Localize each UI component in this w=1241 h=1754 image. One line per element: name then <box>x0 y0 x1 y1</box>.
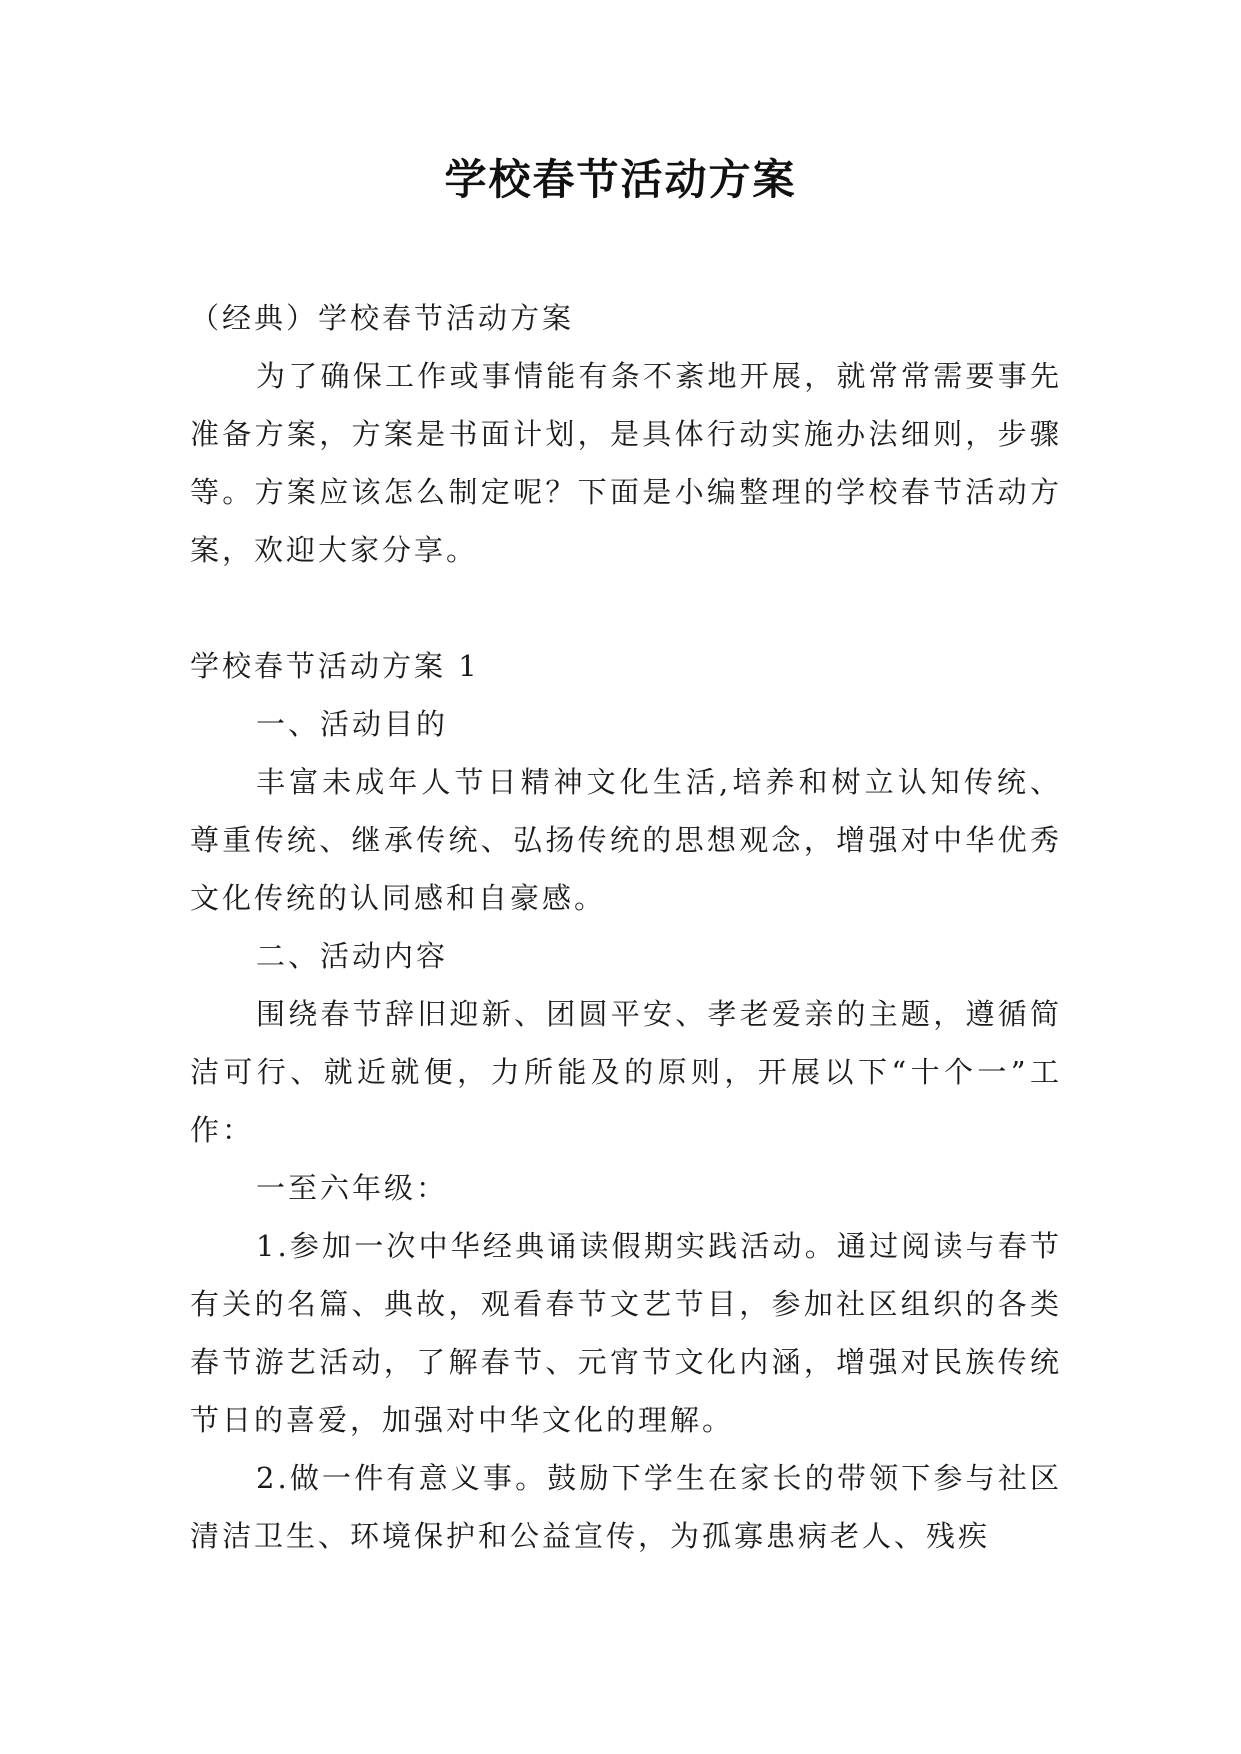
document-body <box>190 289 1062 1565</box>
list-item-2: 2.做一件有意义事。鼓励下学生在家长的带领下参与社区清洁卫生、环境保护和公益宣传，为孤寡患病老人、残疾 <box>190 1461 1062 1553</box>
intro-paragraph: 为了确保工作或事情能有条不紊地开展，就常常需要事先准备方案，方案是书面计划，是具体行动实施办法细则，步骤等。方案应该怎么制定呢？下面是小编整理的学校春节活动方案，欢迎大家分享。 <box>190 359 1062 567</box>
content-paragraph: 围绕春节辞旧迎新、团圆平安、孝老爱亲的主题，遵循简洁可行、就近就便，力所能及的原则，开展以下“十个一”工作： <box>190 997 1062 1147</box>
heading-activity-purpose: 一、活动目的 <box>256 707 449 741</box>
section-heading: 学校春节活动方案 1 <box>190 649 480 683</box>
document-title: 学校春节活动方案 <box>444 155 797 204</box>
subtitle-paragraph: （经典）学校春节活动方案 <box>190 301 575 335</box>
list-item-1: 1.参加一次中华经典诵读假期实践活动。通过阅读与春节有关的名篇、典故，观看春节文艺节目，参加社区组织的各类春节游艺活动，了解春节、元宵节文化内涵，增强对民族传统节日的喜爱，加强对中华文化的理解。 <box>190 1229 1062 1437</box>
purpose-paragraph: 丰富未成年人节日精神文化生活,培养和树立认知传统、尊重传统、继承传统、弘扬传统的思想观念，增强对中华优秀文化传统的认同感和自豪感。 <box>190 765 1062 915</box>
heading-activity-content: 二、活动内容 <box>256 939 449 973</box>
grade-range-label: 一至六年级： <box>256 1171 449 1205</box>
